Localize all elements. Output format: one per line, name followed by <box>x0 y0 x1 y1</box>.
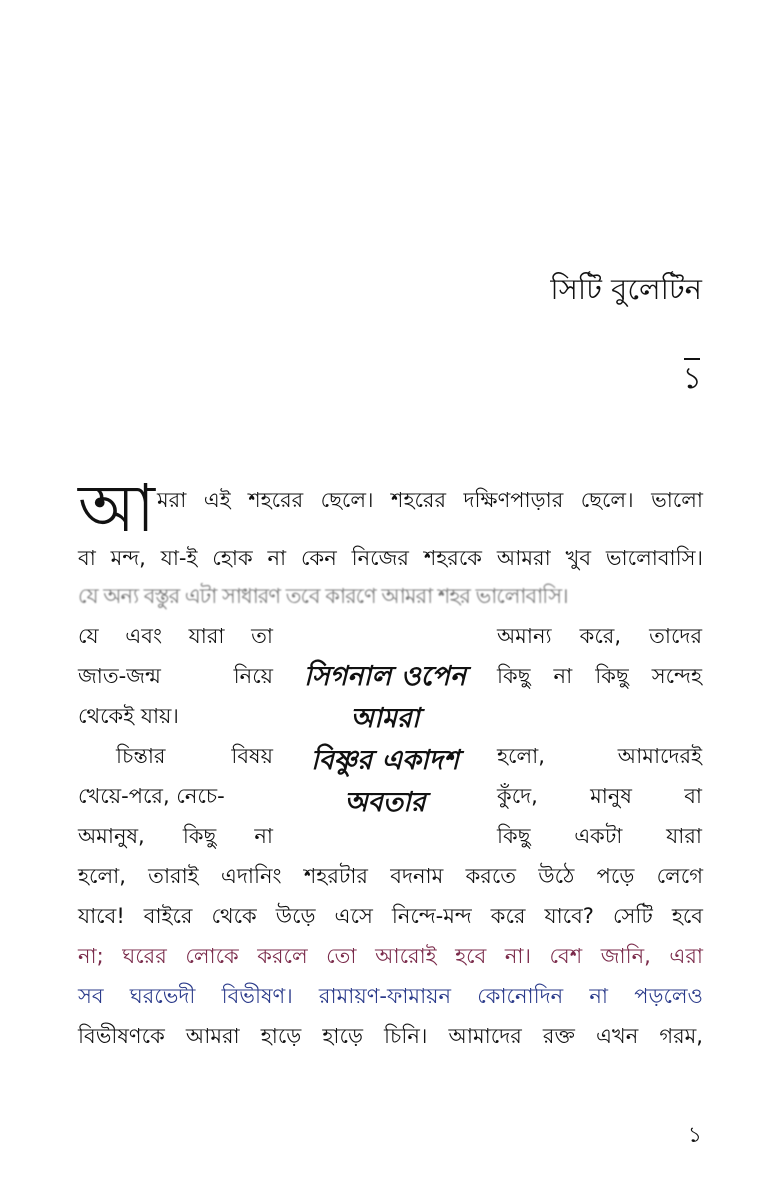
text-line: বিভীষণকে আমরা হাড়ে হাড়ে চিনি। আমাদের রক্ত এখন গরম, <box>78 1024 703 1048</box>
pull-quote-line: আমরা <box>350 703 420 734</box>
text-line: থেকেই যায়। <box>78 704 179 728</box>
text-line: অমান্য করে, তাদের <box>497 624 702 648</box>
text-line: খেয়ে-পরে, নেচে- <box>78 784 225 808</box>
text-line: বা মন্দ, যা-ই হোক না কেন নিজের শহরকে আমরা খুব ভালোবাসি। <box>78 546 703 570</box>
pull-quote-line: অবতার <box>344 787 426 818</box>
text-line: হলো, তারাই এদানিং শহরটার বদনাম করতে উঠে পড়ে লেগে <box>78 864 703 888</box>
opening-paragraph <box>78 470 703 578</box>
chapter-rule <box>684 358 700 360</box>
text-line: কুঁদে, মানুষ বা <box>497 784 702 808</box>
chapter-number: ১ <box>682 361 702 396</box>
text-line: মরা এই শহরের ছেলে। শহরের দক্ষিণপাড়ার ছেলে। ভালো <box>157 488 703 512</box>
drop-cap: আ <box>78 470 155 547</box>
right-column <box>497 616 702 856</box>
page-number: ১ <box>687 1123 702 1148</box>
text-line: সব ঘরভেদী বিভীষণ। রামায়ণ-ফামায়ন কোনোদিন না পড়লেও <box>78 984 703 1008</box>
text-line: যাবে! বাইরে থেকে উড়ে এসে নিন্দে-মন্দ করে যাবে? সেটি হবে <box>78 904 703 928</box>
closing-paragraph <box>78 856 703 1056</box>
text-line: কিছু না কিছু সন্দেহ <box>497 664 702 688</box>
pull-quote <box>285 656 485 824</box>
left-column <box>78 616 273 856</box>
pull-quote-line: সিগনাল ওপেন <box>304 661 466 692</box>
text-line: যে এবং যারা তা <box>78 624 273 648</box>
text-line <box>497 696 702 736</box>
chapter-title: সিটি বুলেটিন <box>550 272 702 306</box>
text-line: চিন্তার বিষয় <box>116 744 273 768</box>
text-line: অমানুষ, কিছু না <box>78 824 273 848</box>
pull-quote-line: বিষ্ণুর একাদশ <box>311 745 459 776</box>
text-line: হলো, আমাদেরই <box>497 744 702 768</box>
text-line: জাত-জন্ম নিয়ে <box>78 664 273 688</box>
text-line: কিছু একটা যারা <box>497 824 702 848</box>
text-line: না; ঘরের লোকে করলে তো আরোই হবে না। বেশ জানি, এরা <box>78 944 703 968</box>
bleed-through-line: যে অন্য বস্তুর এটা সাধারণ তবে কারণে আমরা শহর ভালোবাসি। <box>78 584 568 608</box>
